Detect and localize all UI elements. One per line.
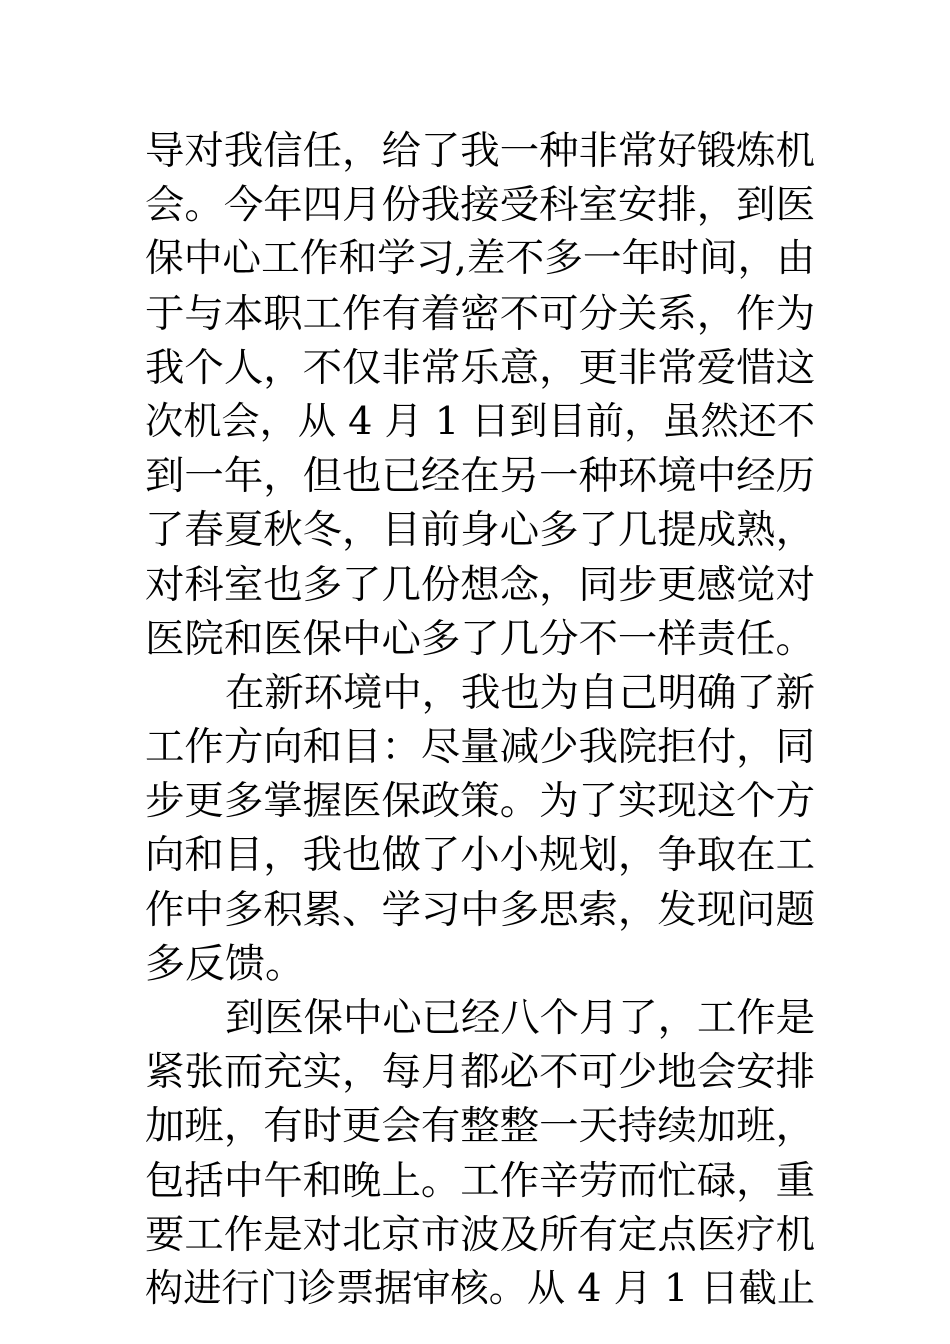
text-line: 医院和医保中心多了几分不一样责任。 xyxy=(145,615,815,662)
text-line: 于与本职工作有着密不可分关系，作为 xyxy=(145,290,815,337)
text-line: 包括中午和晚上。工作辛劳而忙碌，重 xyxy=(145,1157,815,1204)
text-line: 对科室也多了几份想念，同步更感觉对 xyxy=(145,561,815,608)
text-line: 到医保中心已经八个月了，工作是 xyxy=(225,995,815,1041)
text-line: 紧张而充实，每月都必不可少地会安排 xyxy=(145,1049,815,1096)
text-line: 要工作是对北京市波及所有定点医疗机 xyxy=(145,1211,815,1258)
body-text xyxy=(145,124,815,1316)
text-line: 保中心工作和学习,差不多一年时间，由 xyxy=(145,236,815,282)
text-line: 在新环境中，我也为自己明确了新 xyxy=(225,669,815,716)
text-line: 步更多掌握医保政策。为了实现这个方 xyxy=(145,778,815,825)
text-line: 次机会，从 4 月 1 日到目前，虽然还不 xyxy=(145,399,815,444)
text-line: 会。今年四月份我接受科室安排，到医 xyxy=(145,182,815,229)
text-line: 了春夏秋冬，目前身心多了几提成熟， xyxy=(145,507,815,554)
text-line: 多反馈。 xyxy=(145,940,305,987)
text-line: 构进行门诊票据审核。从 4 月 1 日截止 xyxy=(145,1266,815,1311)
text-line: 我个人，不仅非常乐意，更非常爱惜这 xyxy=(145,344,815,391)
text-line: 加班，有时更会有整整一天持续加班， xyxy=(145,1103,815,1150)
text-line: 导对我信任，给了我一种非常好锻炼机 xyxy=(145,128,815,174)
text-line: 向和目，我也做了小小规划，争取在工 xyxy=(145,832,815,879)
text-line: 到一年，但也已经在另一种环境中经历 xyxy=(145,453,815,500)
text-line: 工作方向和目：尽量减少我院拒付，同 xyxy=(145,724,815,771)
text-line: 作中多积累、学习中多思索，发现问题 xyxy=(145,886,815,933)
